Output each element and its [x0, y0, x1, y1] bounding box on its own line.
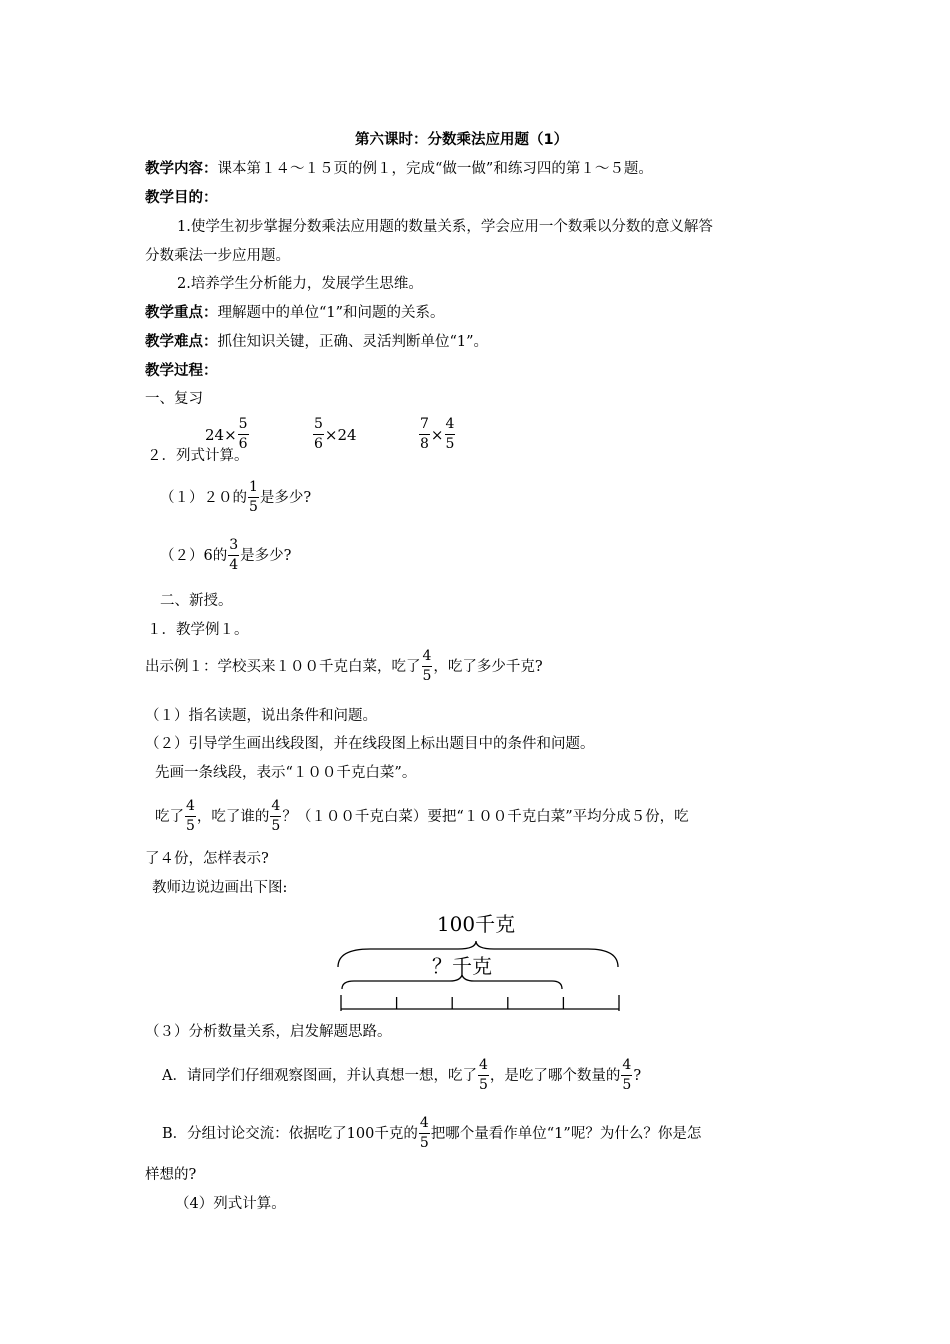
ate-line-2: 了４份，怎样表示? — [145, 851, 269, 867]
fraction-denominator: 5 — [422, 668, 432, 684]
a-prefix: A．请同学们仔细观察图画，并认真想一想，吃了 — [162, 1067, 477, 1084]
fraction-denominator: 5 — [249, 499, 258, 515]
fraction-numerator: 4 — [621, 1056, 632, 1076]
expr1-int: 24 — [205, 425, 225, 444]
goal2: 2.培养学生分析能力，发展学生思维。 — [177, 276, 423, 292]
fraction-numerator: 3 — [228, 536, 239, 556]
ate-fraction-1 — [185, 797, 196, 836]
question-2 — [160, 536, 291, 575]
segment-line — [341, 995, 619, 1011]
q2-prefix: （２）6的 — [160, 547, 228, 564]
fraction-denominator: 4 — [229, 557, 239, 573]
diagram-part-label: ？千克 — [432, 954, 492, 978]
page-title: 第六课时：分数乘法应用题（1） — [355, 132, 569, 148]
fraction-denominator: 8 — [420, 436, 429, 452]
list-calc-heading: ２．列式计算。 — [147, 448, 249, 464]
question-a — [162, 1056, 641, 1095]
fraction-denominator: 6 — [314, 436, 323, 452]
key-line — [145, 303, 445, 323]
new-heading: 二、新授。 — [160, 593, 233, 609]
example-fraction — [422, 647, 433, 686]
review-heading: 一、复习 — [145, 391, 203, 407]
q1-fraction — [248, 478, 259, 517]
review-expression-2 — [312, 415, 357, 454]
key-text: 理解题中的单位“1”和问题的关系。 — [217, 305, 445, 321]
fraction-denominator: 5 — [445, 436, 455, 452]
q2-suffix: 是多少? — [240, 547, 292, 564]
example-statement — [145, 647, 543, 686]
ate-fraction-2 — [270, 797, 281, 836]
expr2-fraction — [313, 415, 324, 454]
diagram-total-label: 100千克 — [436, 912, 516, 936]
goals-label: 教学目的： — [145, 190, 218, 206]
fraction-numerator: 4 — [270, 797, 281, 817]
fraction-denominator: 5 — [271, 818, 281, 834]
teach-example: １．教学例１。 — [147, 622, 249, 638]
b-suffix: 把哪个量看作单位“1”呢？为什么？你是怎 — [430, 1125, 702, 1142]
b-fraction — [419, 1114, 430, 1153]
goal1-line1: 1.使学生初步掌握分数乘法应用题的数量关系，学会应用一个数乘以分数的意义解答 — [177, 219, 713, 235]
fraction-denominator: 5 — [622, 1077, 632, 1093]
fraction-denominator: 6 — [238, 436, 248, 452]
a-fraction-1 — [478, 1056, 489, 1095]
ate-suffix: ？（１００千克白菜）要把“１００千克白菜”平均分成５份，吃 — [282, 808, 689, 825]
fraction-numerator: 5 — [238, 415, 249, 435]
line-segment-diagram — [330, 905, 630, 1017]
fraction-numerator: 4 — [478, 1056, 489, 1076]
fraction-denominator: 5 — [478, 1077, 488, 1093]
fraction-numerator: 4 — [185, 797, 196, 817]
example-prefix: 出示例１：学校买来１００千克白菜，吃了 — [145, 658, 421, 675]
fraction-numerator: 4 — [422, 647, 433, 667]
expr3-fraction-1 — [419, 415, 430, 454]
ate-prefix: 吃了 — [155, 808, 184, 825]
step-4: （4）列式计算。 — [175, 1196, 286, 1212]
content-text: 课本第１４～１５页的例１，完成“做一做”和练习四的第１～５题。 — [217, 161, 653, 177]
fraction-numerator: 5 — [313, 415, 324, 435]
ate-question — [155, 797, 689, 836]
expr1-op: × — [224, 425, 237, 444]
difficulty-text: 抓住知识关键，正确、灵活判断单位“1”。 — [217, 334, 489, 350]
content-line — [145, 159, 653, 179]
example-suffix: ，吃了多少千克? — [433, 658, 543, 675]
fraction-numerator: 4 — [419, 1114, 430, 1134]
ate-middle: ，吃了谁的 — [196, 808, 270, 825]
difficulty-line — [145, 332, 488, 352]
process-label: 教学过程： — [145, 363, 218, 379]
review-expression-3 — [418, 415, 456, 454]
b-prefix: B．分组讨论交流：依据吃了100千克的 — [162, 1125, 418, 1142]
q2-fraction — [228, 536, 239, 575]
question-1 — [160, 478, 311, 517]
fraction-denominator: 5 — [419, 1135, 429, 1151]
q1-suffix: 是多少? — [259, 489, 312, 506]
step-2: （２）引导学生画出线段图，并在线段图上标出题目中的条件和问题。 — [145, 736, 595, 752]
fraction-numerator: 4 — [445, 415, 456, 435]
a-fraction-2 — [621, 1056, 632, 1095]
key-label: 教学重点： — [145, 305, 218, 321]
expr2-op: ×24 — [324, 425, 357, 444]
content-label: 教学内容： — [145, 161, 218, 177]
teacher-draw: 教师边说边画出下图: — [152, 880, 288, 896]
fraction-numerator: 7 — [419, 415, 430, 435]
step-3: （３）分析数量关系，启发解题思路。 — [145, 1024, 392, 1040]
goal1-line2: 分数乘法一步应用题。 — [145, 248, 290, 264]
q1-prefix: （１）２０的 — [160, 489, 247, 506]
draw-line-text: 先画一条线段，表示“１００千克白菜”。 — [155, 765, 417, 781]
question-b — [162, 1114, 701, 1153]
difficulty-label: 教学难点： — [145, 334, 218, 350]
a-suffix: ? — [633, 1067, 642, 1084]
question-b-line-2: 样想的? — [145, 1167, 197, 1183]
step-1: （１）指名读题，说出条件和问题。 — [145, 708, 377, 724]
expr3-op: × — [430, 425, 444, 444]
fraction-numerator: 1 — [248, 478, 259, 498]
expr3-fraction-2 — [445, 415, 456, 454]
fraction-denominator: 5 — [186, 818, 195, 834]
a-middle: ，是吃了哪个数量的 — [489, 1067, 621, 1084]
